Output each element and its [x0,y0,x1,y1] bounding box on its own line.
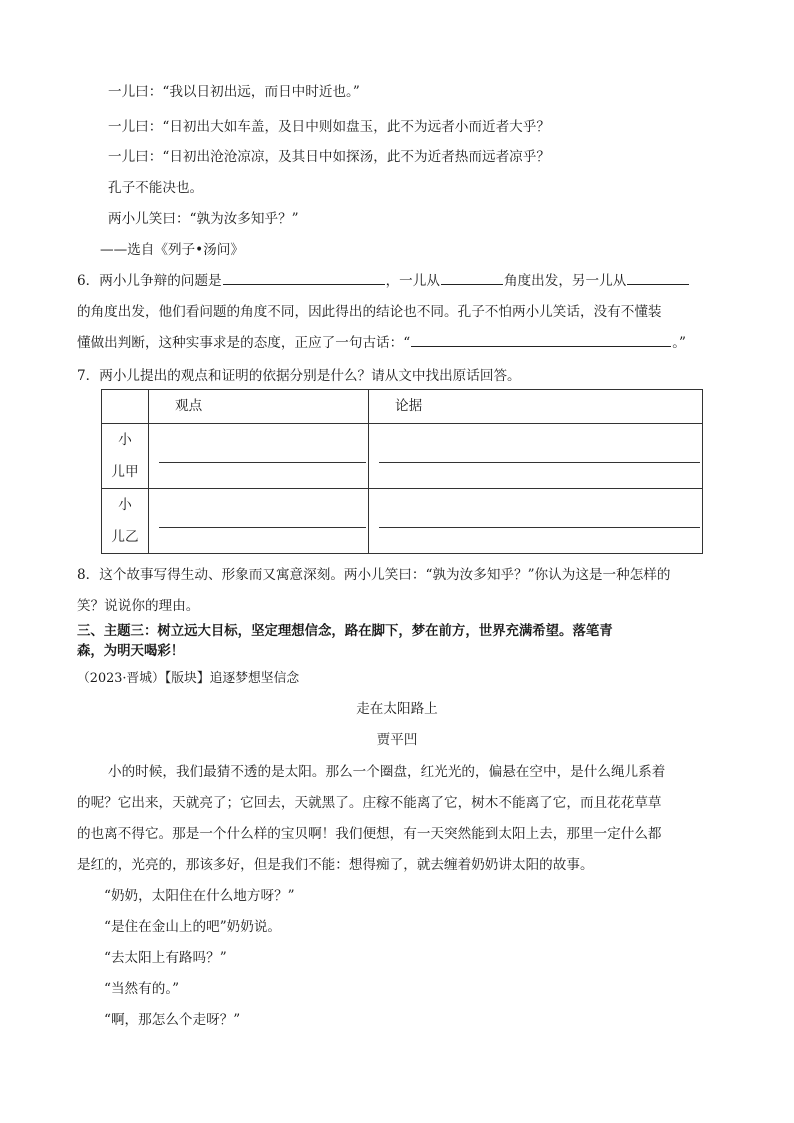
dialogue-line-3: 一儿曰：“日初出沧沧凉凉，及其日中如探汤，此不为近者热而远者凉乎？ [108,149,550,165]
question-6-line-1 [77,269,690,289]
question-6-line-3 [77,331,686,351]
dialogue-line-5: 两小儿笑曰：“孰为汝多知乎？” [108,211,299,227]
article-author: 贾平凹 [376,732,418,748]
q6-text-3: 角度出发，另一儿从 [503,273,627,289]
q6-text-1: 6．两小儿争辩的问题是 [77,273,222,289]
q6-blank-4[interactable] [411,345,671,347]
dialogue-line-2: 一儿曰：“日初出大如车盖，及日中则如盘玉，此不为远者小而近者大乎？ [108,119,550,135]
answer-cell-a-view[interactable] [149,424,369,489]
question-6-line-2: 的角度出发，他们看问题的角度不同，因此得出的结论也不同。孔子不怕两小儿笑话，没有不懂装 [77,304,662,320]
dialogue-line-4: 孔子不能决也。 [108,180,204,196]
question-8-line-1: 8．这个故事写得生动、形象而又寓意深刻。两小儿笑曰：“孰为汝多知乎？”你认为这是一种怎样的 [77,567,671,583]
table-corner-cell [102,390,149,424]
article-para-line-1: 小的时候，我们最猜不透的是太阳。那么一个圈盘，红光光的，偏悬在空中，是什么绳儿系着 [108,764,666,780]
article-talk-1: “奶奶，太阳住在什么地方呀？” [104,888,295,904]
header-basis: 论据 [369,390,703,424]
row-label-child-a: 小 儿甲 [102,424,149,489]
article-talk-4: “当然有的。” [104,981,180,997]
question-7-prompt: 7．两小儿提出的观点和证明的依据分别是什么？请从文中找出原话回答。 [77,368,521,384]
q6-text-2: ，一儿从 [385,273,440,289]
q6-blank-3[interactable] [627,283,689,285]
section-3-heading-1: 三、主题三：树立远大目标，坚定理想信念，路在脚下，梦在前方，世界充满希望。落笔青 [77,624,613,639]
article-para-line-4: 是红的，光亮的，那该多好，但是我们不能：想得痴了，就去缠着奶奶讲太阳的故事。 [77,857,594,873]
answer-table [101,389,703,554]
answer-cell-b-basis[interactable] [369,489,703,554]
article-title: 走在太阳路上 [356,701,438,717]
article-talk-2: “是住在金山上的吧”奶奶说。 [104,919,282,935]
table-row [102,424,703,489]
q6-blank-2[interactable] [441,283,503,285]
q6-text-5: 。” [672,335,686,351]
q6-text-4: 懂做出判断，这种实事求是的态度，正应了一句古话：“ [77,335,411,351]
row-label-child-b: 小 儿乙 [102,489,149,554]
section-3-heading-2: 森，为明天喝彩！ [77,644,185,659]
answer-cell-a-basis[interactable] [369,424,703,489]
article-para-line-2: 的呢？它出来，天就亮了；它回去，天就黑了。庄稼不能离了它，树木不能离了它，而且花花草草 [77,795,662,811]
article-talk-5: “啊，那怎么个走呀？” [104,1012,241,1028]
q6-blank-1[interactable] [223,283,385,285]
answer-cell-b-view[interactable] [149,489,369,554]
table-row [102,489,703,554]
article-para-line-3: 的也离不得它。那是一个什么样的宝贝啊！我们便想，有一天突然能到太阳上去，那里一定什么都 [77,826,662,842]
question-8-line-2: 笑？说说你的理由。 [77,598,200,614]
header-view: 观点 [149,390,369,424]
article-talk-3: “去太阳上有路吗？” [104,950,227,966]
dialogue-line-1: 一儿曰：“我以日初出远，而日中时近也。” [108,84,360,100]
table-header-row [102,390,703,424]
section-source: （2023·晋城）【版块】追逐梦想坚信念 [77,671,300,686]
source-citation: ——选自《列子•汤问》 [100,242,244,258]
